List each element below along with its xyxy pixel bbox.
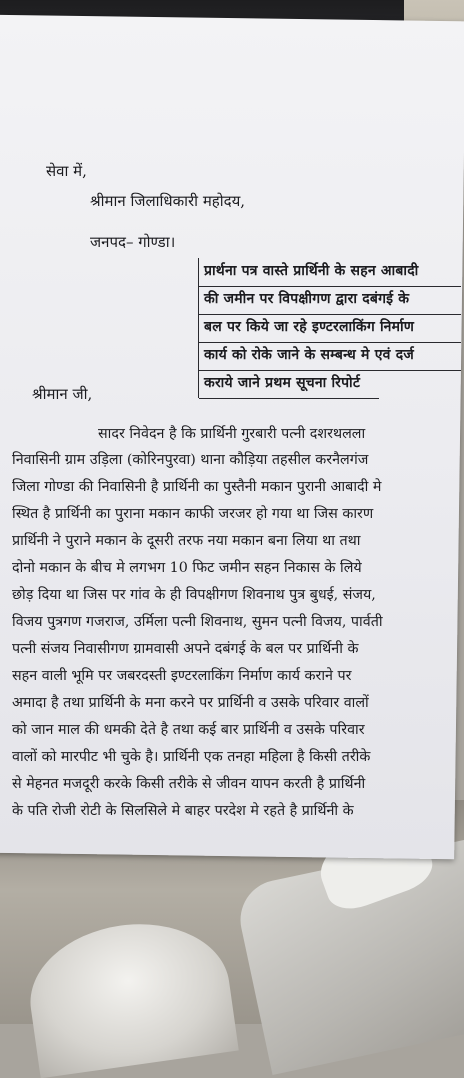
body-line: वालों को मारपीट भी चुके है। प्रार्थिनी एक तनहा महिला है किसी तरीके xyxy=(12,749,371,765)
body-line: प्रार्थिनी ने पुराने मकान के दूसरी तरफ नया मकान बना लिया था तथा xyxy=(12,533,361,549)
body-line: अमादा है तथा प्रार्थिनी के मना करने पर प्रार्थिनी व उसके परिवार वालों xyxy=(12,695,369,711)
subject-underline xyxy=(199,286,461,287)
body-line: से मेहनत मजदूरी करके किसी तरीके से जीवन यापन करती है प्रार्थिनी xyxy=(12,776,366,792)
body-line: निवासिनी ग्राम उड़िला (कोरिनपुरवा) थाना कौड़िया तहसील करनैलगंज xyxy=(12,452,369,468)
salutation-to: सेवा में, xyxy=(46,162,87,180)
body-line: विजय पुत्रगण गजराज, उर्मिला पत्नी शिवनाथ, सुमन पत्नी विजय, पार्वती xyxy=(12,614,383,630)
body-line: सहन वाली भूमि पर जबरदस्ती इण्टरलाकिंग निर्माण कार्य कराने पर xyxy=(12,668,352,684)
body-line: छोड़ दिया था जिस पर गांव के ही विपक्षीगण शिवनाथ पुत्र बुधई, संजय, xyxy=(12,587,376,603)
district: जनपद– गोण्डा। xyxy=(90,233,176,251)
subject-underline xyxy=(199,314,461,315)
subject-underline xyxy=(199,370,461,371)
body-line: को जान माल की धमकी देते है तथा कई बार प्रार्थिनी व उसके परिवार xyxy=(12,722,365,738)
subject-underline xyxy=(199,342,461,343)
body-line: सादर निवेदन है कि प्रार्थिनी गुरबारी पत्नी दशरथलला xyxy=(98,426,366,442)
body-line: के पति रोजी रोटी के सिलसिले मे बाहर परदेश मे रहते है प्रार्थिनी के xyxy=(12,803,354,819)
body-line: पत्नी संजय निवासीगण ग्रामवासी अपने दबंगई के बल पर प्रार्थिनी के xyxy=(12,641,359,657)
subject-line: कराये जाने प्रथम सूचना रिपोर्ट xyxy=(204,375,361,391)
greeting: श्रीमान जी, xyxy=(32,385,93,403)
subject-line: प्रार्थना पत्र वास्ते प्रार्थिनी के सहन आबादी xyxy=(204,263,419,279)
subject-line: की जमीन पर विपक्षीगण द्वारा दबंगई के xyxy=(204,291,410,307)
subject-underline xyxy=(199,398,379,399)
body-line: दोनो मकान के बीच मे लगभग 10 फिट जमीन सहन निकास के लिये xyxy=(12,560,362,576)
subject-line: बल पर किये जा रहे इण्टरलाकिंग निर्माण xyxy=(204,319,415,335)
subject-line: कार्य को रोके जाने के सम्बन्ध मे एवं दर्ज xyxy=(204,347,414,363)
body-line: जिला गोण्डा की निवासिनी है प्रार्थिनी का पुस्तैनी मकान पुरानी आबादी मे xyxy=(12,479,382,495)
body-line: स्थित है प्रार्थिनी का पुराना मकान काफी जरजर हो गया था जिस कारण xyxy=(12,506,374,522)
addressee: श्रीमान जिलाधिकारी महोदय, xyxy=(90,192,246,210)
